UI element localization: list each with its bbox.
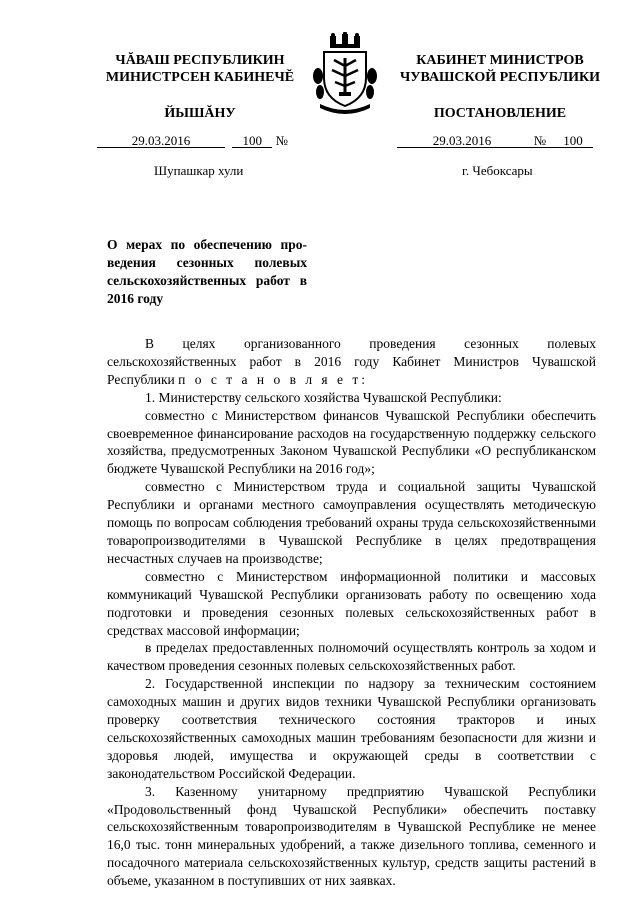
header-left-line1: ЧĂВАШ РЕСПУБЛИКИН <box>115 53 285 68</box>
header-left-line2: МИНИСТРСЕН КАБИНЕЧĔ <box>105 70 295 85</box>
header-left-dateline <box>97 133 288 149</box>
header-right-number-sign: № <box>527 134 553 148</box>
title-line1: О мерах по обеспечению про- <box>107 237 307 252</box>
preamble-text: В целях организованного проведения сезонных полевых сельскохозяйственных работ в 2016 году Кабинет Министров Чувашской Республики <box>107 336 596 387</box>
header-right-date: 29.03.2016 <box>397 134 527 148</box>
header-right-dateline <box>397 133 593 149</box>
paragraph-media: совместно с Министерством информационной политики и массовых коммуникаций Чувашской Республики организовать работу по освещению хода подготовки и проведения сезонных полевых сельскохозяйственных работ в средствах массовой информации; <box>107 568 596 638</box>
header-right-line1: КАБИНЕТ МИНИСТРОВ <box>416 53 584 68</box>
resolves-word: п о с т а н о в л я е т: <box>178 371 369 387</box>
header-right-doctype: ПОСТАНОВЛЕНИЕ <box>433 106 567 121</box>
title-line2: ведения сезонных полевых <box>107 255 307 270</box>
paragraph-control: в пределах предоставленных полномочий осуществлять контроль за ходом и качеством проведения сезонных полевых сельскохозяйственных работ. <box>107 640 596 674</box>
header-left-date: 29.03.2016 <box>97 134 225 148</box>
header-left-doctype: ЙЫШĂНУ <box>164 106 236 121</box>
paragraph-item-1: 1. Министерству сельского хозяйства Чувашской Республики: <box>145 389 502 405</box>
paragraph-finance: совместно с Министерством финансов Чувашской Республики обеспечить своевременное финансирование расходов на государственную поддержку сельского хозяйства, предусмотренных Законом Чувашской Республики «О республиканском бюджете Чувашской Республики на 2016 год»; <box>107 407 596 477</box>
document-title <box>107 236 307 308</box>
paragraph-preamble <box>107 335 596 389</box>
header-right-place: г. Чебоксары <box>462 163 533 178</box>
header-left-number: 100 <box>232 134 272 148</box>
title-line3: сельскохозяйственных работ в <box>107 273 307 288</box>
paragraph-item-3: 3. Казенному унитарному предприятию Чувашской Республики «Продовольственный фонд Чувашской Республики» обеспечить поставку сельскохозяйственным товаропроизводителям в Чувашской Республике не менее 16,0 тыс. тонн минеральных удобрений, а также дизельного топлива, семенного и посадочного материала сельскохозяйственных культур, средств защиты растений в объеме, указанном в поступивших от них заявках. <box>107 783 596 889</box>
paragraph-labor-safety: совместно с Министерством труда и социальной защиты Чувашской Республики и органами местного самоуправления осуществлять методическую помощь по вопросам соблюдения требований охраны труда сельскохозяйственными товаропроизводителями в Чувашской Республике в целях предотвращения несчастных случаев на производстве; <box>107 479 596 566</box>
header-right-block <box>380 52 620 122</box>
header-left-number-sign: № <box>275 133 288 148</box>
header-right-line2: ЧУВАШСКОЙ РЕСПУБЛИКИ <box>399 70 601 85</box>
header-right-number: 100 <box>553 134 593 148</box>
chuvash-emblem-icon <box>310 32 380 114</box>
document-body <box>107 335 596 890</box>
title-line4: 2016 году <box>107 291 164 306</box>
paragraph-item-2: 2. Государственной инспекции по надзору за техническим состоянием самоходных машин и других видов техники Чувашской Республики организовать проверку соответствия технического состояния тракторов и иных сельскохозяйственных самоходных машин требованиям безопасности для жизни и здоровья людей, имущества и окружающей среды в соответствии с законодательством Российской Федерации. <box>107 676 596 781</box>
header-left-block <box>80 52 320 122</box>
header-left-place: Шупашкар хули <box>154 163 244 178</box>
